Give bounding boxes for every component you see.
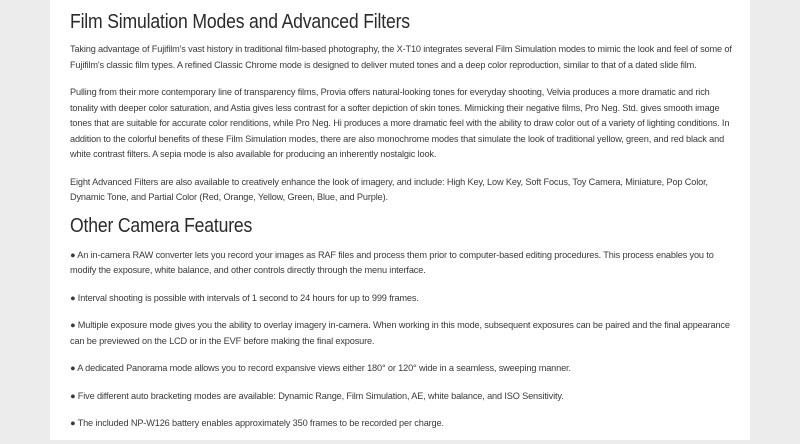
bullet-item: ● The included NP-W126 battery enables approximately 350 frames to be recorded per charge. xyxy=(70,418,444,428)
bullet-item: ● Interval shooting is possible with intervals of 1 second to 24 hours for up to 999 frames. xyxy=(70,292,419,303)
paragraph: Taking advantage of Fujifilm's vast history in traditional film-based photography, the X-T10 integrates several Film Simulation modes to mimic the look and feel of some of Fujifilm's classic film types. A refined Classic Chrome mode is designed to deliver muted tones and a deep color reproduction, similar to that of a dated slide film. xyxy=(70,44,732,70)
article-content xyxy=(70,8,738,444)
bullet-item: ● An in-camera RAW converter lets you record your images as RAF files and process them prior to computer-based editing procedures. This process enables you to modify the exposure, white balance, and other controls directly through the menu interface. xyxy=(70,249,714,275)
bullet-item: ● A dedicated Panorama mode allows you to record expansive views either 180° or 120° wide in a seamless, sweeping manner. xyxy=(70,363,571,373)
bullet-item: ● Five different auto bracketing modes are available: Dynamic Range, Film Simulation, AE, white balance, and ISO Sensitivity. xyxy=(70,390,564,401)
paragraph: Pulling from their more contemporary line of transparency films, Provia offers natural-looking tones for everyday shooting, Velvia produces a more dramatic and rich tonality with deeper color saturation, and Astia gives less contrast for a softer depiction of skin tones. Mimicking their negative films, Pro Neg. Std. gives smooth image tones that are suitable for accurate color renditions, while Pro Neg. Hi produces a more dramatic feel with the ability to draw color out of a variety of lighting conditions. In addition to the colorful benefits of these Film Simulation modes, there are also monochrome modes that simulate the look of traditional yellow, green, and red black and white contrast filters. A sepia mode is also available for producing an inherently nostalgic look. xyxy=(70,87,730,159)
section-heading-film-simulation: Film Simulation Modes and Advanced Filters xyxy=(70,11,410,33)
page xyxy=(50,0,750,440)
bullet-item: ● Multiple exposure mode gives you the ability to overlay imagery in-camera. When working in this mode, subsequent exposures can be paired and the final appearance can be previewed on the LCD or in the EVF before making the final exposure. xyxy=(70,320,730,346)
paragraph: Eight Advanced Filters are also available to creatively enhance the look of imagery, and include: High Key, Low Key, Soft Focus, Toy Camera, Miniature, Pop Color, Dynamic Tone, and Partial Color (Red, Orange, Yellow, Green, Blue, and Purple). xyxy=(70,176,708,202)
section-heading-other-features: Other Camera Features xyxy=(70,214,253,237)
